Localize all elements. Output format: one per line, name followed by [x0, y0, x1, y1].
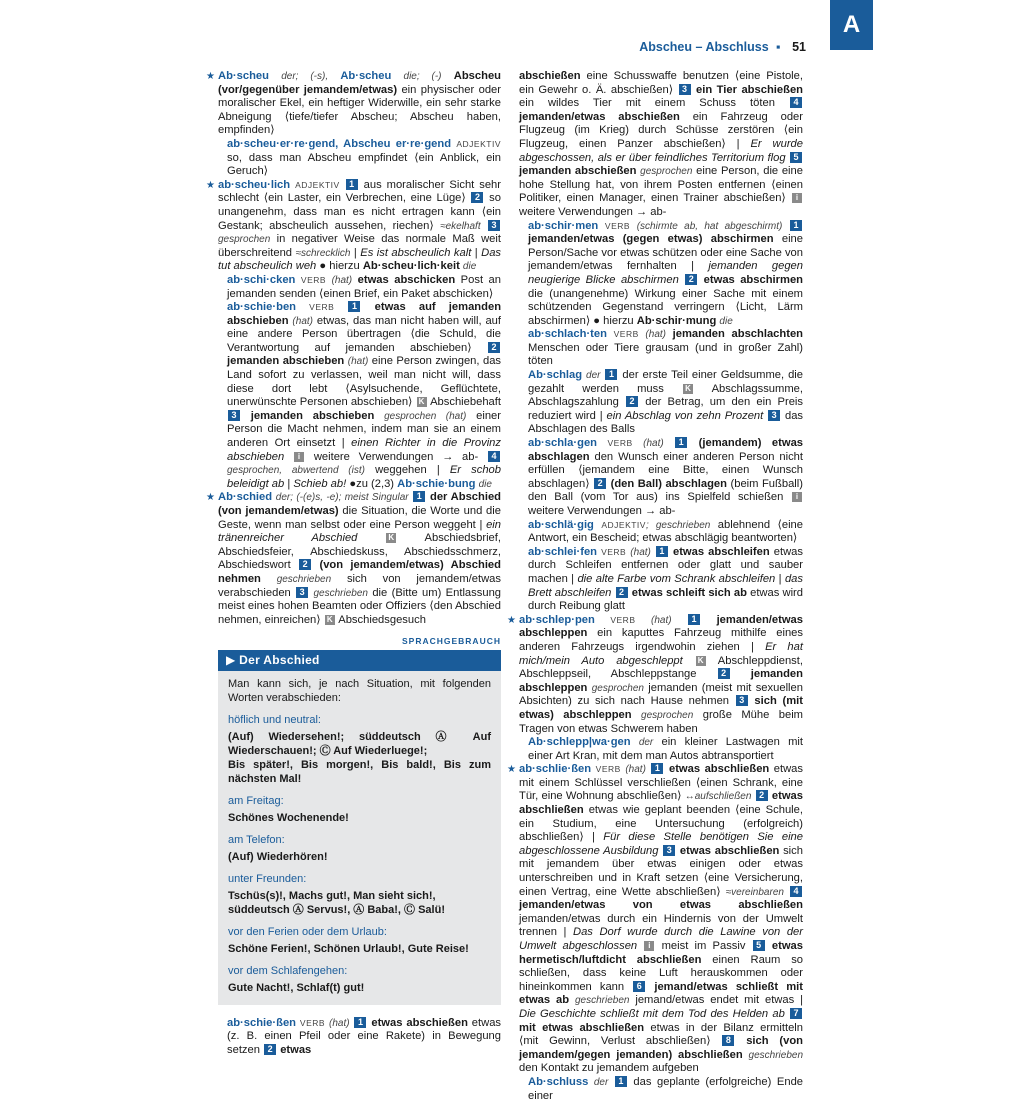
usage-box-body: [218, 671, 501, 1005]
usage-box-title: ▶ Der Abschied: [218, 651, 501, 671]
thumb-letter: A: [842, 11, 861, 38]
entry-abschiessen: ab·schie·ßen VERB (hat) 1 etwas abschießen etwas (z. B. einen Pfeil oder eine Rakete) in Bewegung setzen 2 etwas: [227, 1016, 502, 1056]
usage-phrase: Tschüs(s)!, Machs gut!, Man sieht sich!,: [228, 889, 436, 902]
running-header: [639, 40, 806, 54]
header-dash: –: [695, 40, 703, 54]
usage-category: höflich und neutral:: [228, 713, 321, 726]
star-icon: ★: [507, 614, 516, 626]
entry-abschlag: Ab·schlag der 1 der erste Teil einer Geldsumme, die gezahlt werden muss K Abschlagssumme, Abschlagszahlung 2 der Betrag, um den ein Preis reduziert wird | ein Abschlag von zehn Prozent 3 das Abschlagen des Balls: [528, 369, 804, 436]
entry-abschlachten: ab·schlach·ten VERB (hat) jemanden abschlachten Menschen oder Tiere grausam (und in großer Zahl) töten: [528, 328, 804, 368]
entry-abschlaegig: ab·schlä·gig ADJEKTIV; geschrieben ablehnend ⟨eine Antwort, ein Bescheid; etwas abschlägig beantworten⟩: [528, 518, 804, 545]
star-icon: ★: [206, 71, 215, 82]
entry-abschicken: ab·schi·cken VERB (hat) etwas abschicken Post an jemanden senden ⟨einen Brief, ein Paket abschicken⟩: [227, 273, 501, 300]
entry-abscheulich: ★ ab·scheu·lich ADJEKTIV 1 aus moralischer Sicht sehr schlecht ⟨ein Laster, ein Verbrechen, eine Lüge⟩ 2 so unangenehm, dass man es nicht ertragen kann ⟨ein Gestank; abscheulich aussehen, riechen⟩ ≈ekelhaft 3 gesprochen in negativer Weise das normale Maß weit überschreitend ≈schrecklich | Es ist abscheulich kalt | Das tut abscheulich weh ● hierzu Ab·scheu·lich·keit die: [206, 178, 502, 273]
usage-box: [218, 651, 501, 1005]
star-icon: ★: [507, 764, 516, 776]
usage-box-intro: Man kann sich, je nach Situation, mit folgenden Worten verabschieden:: [228, 677, 491, 704]
usage-category: am Freitag:: [228, 794, 284, 807]
triangle-icon: ▶: [226, 652, 236, 667]
usage-phrase: (Auf) Wiedersehen!; süddeutsch Ⓐ Auf Wiederschauen!; Ⓒ Auf Wiederluege!;: [228, 730, 491, 757]
usage-phrase: Bis später!, Bis morgen!, Bis bald!, Bis zum nächsten Mal!: [228, 758, 491, 785]
usage-category: vor dem Schlafengehen:: [228, 964, 348, 977]
star-icon: ★: [206, 179, 215, 191]
star-icon: ★: [206, 492, 215, 504]
usage-category: vor den Ferien oder dem Urlaub:: [228, 925, 387, 938]
sprachgebrauch-label: SPRACHGEBRAUCH: [218, 635, 501, 651]
entry-abschirmen: ab·schir·men VERB (schirmte ab, hat abgeschirmt) 1 jemanden/etwas (gegen etwas) abschirmen eine Person/Sache vor etwas schützen oder eine Sache von jemandem/etwas fernhalten | jemanden gegen neugierige Blicke abschirmen 2 etwas abschirmen die (unangenehme) Wirkung einer Sache mit einem schützenden Gegenstand verringern ⟨Licht, Lärm abschirmen⟩ ● hierzu Ab·schir·mung die: [528, 219, 803, 327]
usage-phrase: (Auf) Wiederhören!: [228, 850, 328, 863]
entry-abschleifen: ab·schlei·fen VERB (hat) 1 etwas abschleifen etwas durch Schleifen entfernen oder glatt und sauber machen | die alte Farbe vom Schrank abschleifen | das Brett abschleifen 2 etwas schleift sich ab etwas wird durch Reibung glatt: [528, 545, 804, 613]
usage-phrase: Schönes Wochenende!: [228, 811, 349, 824]
entry-abschiessen-cont: abschießen eine Schusswaffe benutzen ⟨eine Pistole, ein Gewehr o. Ä. abschießen⟩ 3 ein Tier abschießen ein wildes Tier mit einem Schuss töten 4 jemanden/etwas abschießen ein Fahrzeug oder Flugzeug (im Krieg) durch Schüsse zerstören ⟨ein Flugzeug, einen Panzer abschießen⟩ | Er wurde abgeschossen, als er über feindliches Territorium flog 5 jemanden abschießen gesprochen eine Person, die eine hohe Stellung hat, von ihrem Posten entfernen ⟨einen Politiker, einen Manager, einen Trainer abschießen⟩ i weitere Verwendungen → ab-: [519, 70, 804, 218]
usage-phrase: süddeutsch Ⓐ Servus!, Ⓐ Baba!, Ⓒ Salü!: [228, 903, 445, 916]
right-column: [507, 70, 804, 1103]
usage-phrase: Schöne Ferien!, Schönen Urlaub!, Gute Reise!: [228, 942, 469, 955]
entry-abscheu: ★ Ab·scheu der; (-s), Ab·scheu die; (-) Abscheu (vor/gegenüber jemandem/etwas) ein physischer oder moralischer Ekel, ein heftiger Widerwille, ein sehr starke Abneigung ⟨tiefe/tiefer Abscheu; Abscheu haben, empfinden⟩: [206, 70, 501, 137]
entry-abschieben: ab·schie·ben VERB 1 etwas auf jemanden abschieben (hat) etwas, das man nicht haben will, auf eine andere Person übertragen ⟨die Schuld, die Verantwortung auf jemanden abschieben⟩ 2 jemanden abschieben (hat) eine Person zwingen, das Land sofort zu verlassen, weil man nicht will, dass diese dort lebt ⟨Asylsuchende, Geflüchtete, unerwünschte Personen abschieben⟩ K Abschiebehaft 3 jemanden abschieben gesprochen (hat) einer Person die Macht nehmen, indem man sie an einem anderen Ort einsetzt | einen Richter in die Provinz abschieben i weitere Verwendungen → ab- 4 gesprochen, abwertend (ist) weggehen | Er schob beleidigt ab | Schieb ab! ●zu (2,3) Ab·schie·bung die: [227, 301, 502, 490]
entry-abschleppwagen: Ab·schlepp|wa·gen der ein kleiner Lastwagen mit einer Art Kran, mit dem man Autos abtransportiert: [528, 736, 803, 762]
header-first-word: Abscheu: [639, 40, 693, 54]
usage-category: unter Freunden:: [228, 872, 307, 885]
page-number: 51: [792, 40, 806, 54]
entry-abscheuerregend: ab·scheu·er·re·gend, Abscheu er·re·gend ADJEKTIV so, dass man Abscheu empfindet ⟨ein Anblick, ein Geruch⟩: [227, 137, 501, 178]
left-column: [206, 70, 502, 1057]
entry-abschied: ★ Ab·schied der; (-(e)s, -e); meist Singular 1 der Abschied (von jemandem/etwas) die Situation, die Worte und die Geste, wenn man selbst oder eine Person weggeht | ein tränenreicher Abschied K Abschiedsbrief, Abschiedsfeier, Abschiedskuss, Abschiedsschmerz, Abschiedswort 2 (von jemandem/etwas) Abschied nehmen geschrieben sich von jemandem/etwas verabschieden 3 geschrieben die (Bitte um) Entlassung meist eines hohen Beamten oder Offiziers ⟨den Abschied nehmen, einreichen⟩ K Abschiedsgesuch: [206, 491, 502, 626]
entry-abschlagen: ab·schla·gen VERB (hat) 1 (jemandem) etwas abschlagen den Wunsch einer anderen Person nicht erfüllen ⟨jemandem eine Bitte, einen Wunsch abschlagen⟩ 2 (den Ball) abschlagen (beim Fußball) den Ball (vom Tor aus) ins Spielfeld schießen i weitere Verwendungen → ab-: [528, 437, 804, 517]
header-last-word: Abschluss: [705, 40, 769, 54]
entry-abschliessen: ★ ab·schlie·ßen VERB (hat) 1 etwas abschließen etwas mit einem Schlüssel verschließen ⟨einen Schrank, eine Tür, eine Wohnung abschließen⟩ ↔aufschließen 2 etwas abschließen etwas wie geplant beenden ⟨eine Schule, ein Studium, eine Untersuchung (erfolgreich) abschließen⟩ | Für diese Stelle benötigen Sie eine abgeschlossene Ausbildung 3 etwas abschließen sich mit jemandem über etwas einigen oder etwas unterschreiben und in Kraft setzen ⟨eine Versicherung, einen Vertrag, eine Wette abschließen⟩ ≈vereinbaren 4 jemanden/etwas von etwas abschließen jemanden/etwas durch ein Hindernis von der Umwelt trennen | Das Dorf wurde durch die Lawine von der Umwelt abgeschlossen i meist im Passiv 5 etwas hermetisch/luftdicht abschließen einen Raum so schließen, dass keine Luft herauskommen oder hineinkommen kann 6 jemand/etwas schließt mit etwas ab geschrieben jemand/etwas endet mit etwas | Die Geschichte schließt mit dem Tod des Helden ab 7 mit etwas abschließen etwas in der Bilanz ermitteln ⟨mit Gewinn, Verlust abschließen⟩ 8 sich (von jemandem/gegen jemanden) abschließen geschrieben den Kontakt zu jemandem aufgeben: [507, 763, 804, 1075]
usage-category: am Telefon:: [228, 833, 285, 846]
thumb-index-tab: [830, 0, 873, 50]
entry-abschleppen: ★ ab·schlep·pen VERB (hat) 1 jemanden/etwas abschleppen ein kaputtes Fahrzeug mithilfe eines anderen Fahrzeugs irgendwohin ziehen | Er hat mich/mein Auto abgeschleppt K Abschleppdienst, Abschleppseil, Abschleppstange 2 jemanden abschleppen gesprochen jemanden (meist mit sexuellen Absichten) zu sich nach Hause nehmen 3 sich (mit etwas) abschleppen gesprochen große Mühe beim Tragen von etwas Schwerem haben: [507, 613, 803, 735]
usage-phrase: Gute Nacht!, Schlaf(t) gut!: [228, 981, 365, 994]
entry-abschluss: Ab·schluss der 1 das geplante (erfolgreiche) Ende einer: [528, 1075, 804, 1102]
header-bullet: ▪: [776, 40, 781, 54]
